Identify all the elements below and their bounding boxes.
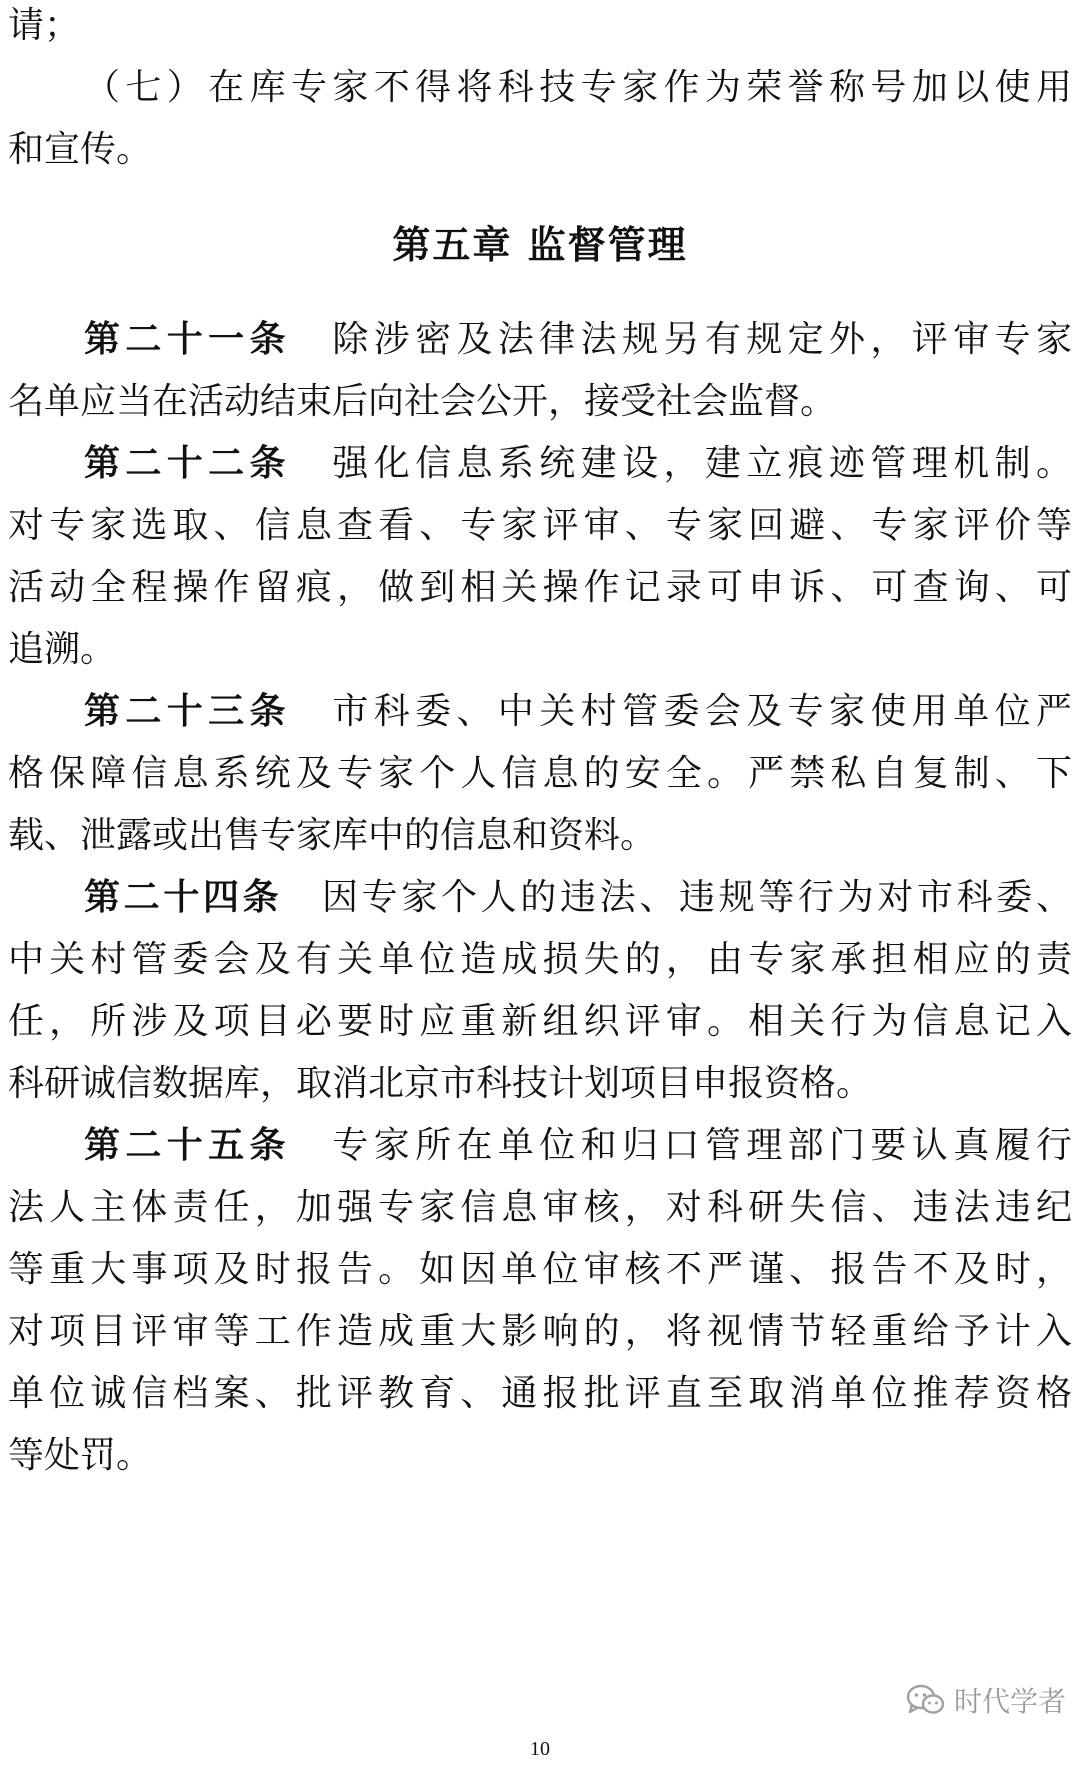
text-line: （七）在库专家不得将科技专家作为荣誉称号加以使用: [84, 67, 1072, 108]
wechat-icon: [906, 1683, 946, 1717]
article-first-line: [84, 442, 1072, 486]
article-label: 第二十五条: [84, 1125, 291, 1166]
article-text: 市科委、中关村管委会及专家使用单位严: [326, 691, 1072, 732]
article-first-line: [84, 1124, 1072, 1168]
text-line: 和宣传。: [8, 129, 153, 170]
text-line: 中关村管委会及有关单位造成损失的，由专家承担相应的责: [8, 939, 1072, 980]
article-first-line: [84, 690, 1072, 734]
text-line: 单位诚信档案、批评教育、通报批评直至取消单位推荐资格: [8, 1373, 1072, 1414]
text-line: 请；: [8, 5, 81, 46]
text-line: 等处罚。: [8, 1435, 153, 1476]
article-text: 强化信息系统建设，建立痕迹管理机制。: [326, 443, 1072, 484]
article-text: 除涉密及法律法规另有规定外，评审专家: [326, 319, 1072, 360]
text-line: 科研诚信数据库，取消北京市科技计划项目申报资格。: [8, 1063, 873, 1104]
article-text: 专家所在单位和归口管理部门要认真履行: [326, 1125, 1072, 1166]
text-line: 法人主体责任，加强专家信息审核，对科研失信、违法违纪: [8, 1187, 1072, 1228]
watermark: [906, 1680, 1066, 1720]
text-line: 对项目评审等工作造成重大影响的，将视情节轻重给予计入: [8, 1311, 1072, 1352]
article-text: 因专家个人的违法、违规等行为对市科委、: [318, 877, 1072, 918]
text-line: 追溯。: [8, 629, 117, 670]
article-label: 第二十二条: [84, 443, 291, 484]
text-line: 名单应当在活动结束后向社会公开，接受社会监督。: [8, 381, 837, 422]
text-line: 载、泄露或出售专家库中的信息和资料。: [8, 815, 657, 856]
article-label: 第二十三条: [84, 691, 291, 732]
article-label: 第二十四条: [84, 877, 283, 918]
article-first-line: [84, 318, 1072, 362]
article-first-line: [84, 876, 1072, 920]
text-line: 格保障信息系统及专家个人信息的安全。严禁私自复制、下: [8, 753, 1072, 794]
chapter-title: 第五章 监督管理: [392, 223, 688, 267]
watermark-text: 时代学者: [953, 1685, 1066, 1718]
page-number: 10: [530, 1738, 550, 1760]
text-line: 对专家选取、信息查看、专家评审、专家回避、专家评价等: [8, 505, 1072, 546]
text-line: 等重大事项及时报告。如因单位审核不严谨、报告不及时，: [8, 1249, 1072, 1290]
text-line: 活动全程操作留痕，做到相关操作记录可申诉、可查询、可: [8, 567, 1072, 608]
text-line: 任，所涉及项目必要时应重新组织评审。相关行为信息记入: [8, 1001, 1072, 1042]
article-label: 第二十一条: [84, 319, 291, 360]
